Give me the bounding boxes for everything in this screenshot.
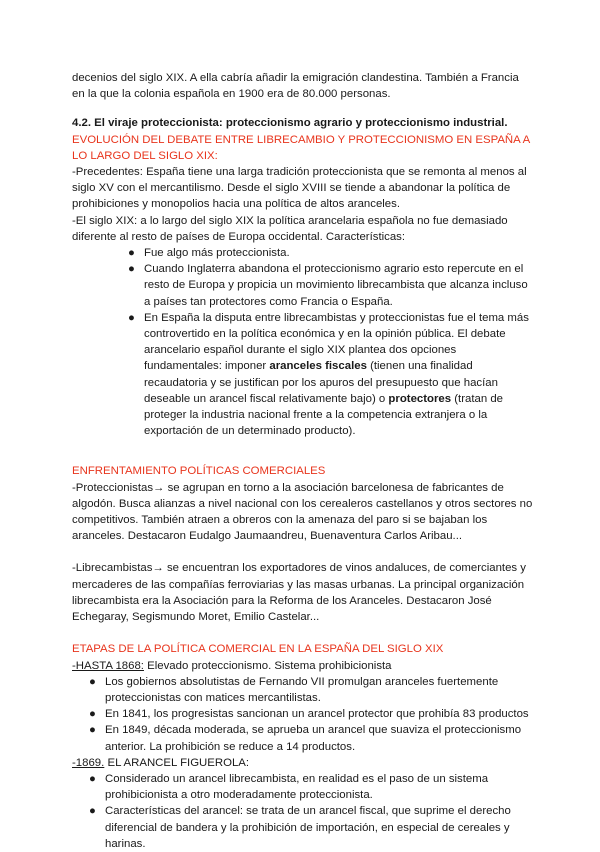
items-1868-list [87,674,534,755]
siglo-xix-paragraph: -El siglo XIX: a lo largo del siglo XIX la política arancelaria española no fue demasiado diferente al resto de países de Europa occidental. Características: [72,214,508,243]
list-item: ● Características del arancel: se trata de un arancel fiscal, que suprime el derecho diferencial de bandera y la prohibición de importación, en especial de cereales y harinas. [89,805,511,850]
bullet-icon: ● [89,708,96,721]
page-content [72,70,534,852]
list-item: ● Cuando Inglaterra abandona el proteccionismo agrario esto repercute en el resto de Europa y propicia un movimiento librecambista que alcanza incluso a países tan protectores como Francia o España. [128,263,528,308]
items-1869-list [87,771,534,852]
y1869-label: -1869. [72,756,105,769]
precedentes-paragraph: -Precedentes: España tiene una larga tradición proteccionista que se remonta al menos al siglo XV con el mercantilismo. Desde el siglo XVIII se tiende a abandonar la política de prohibiciones y monopolios hacia una política de altos aranceles. [72,166,527,211]
heading-etapas: ETAPAS DE LA POLÍTICA COMERCIAL EN LA ESPAÑA DEL SIGLO XIX [72,643,444,656]
section-heading-4-2: 4.2. El viraje proteccionista: proteccionismo agrario y proteccionismo industrial. [72,117,508,130]
list-item: ● En 1841, los progresistas sancionan un arancel protector que prohibía 83 productos [87,706,534,722]
heading-enfrentamiento: ENFRENTAMIENTO POLÍTICAS COMERCIALES [72,465,326,478]
proteccionistas-paragraph: -Proteccionistas→ se agrupan en torno a la asociación barcelonesa de fabricantes de algodón. Busca alianzas a nivel nacional con los cerealeros castellanos y otros sectores no competitivos. También atraen a obreros con la amenaza del paro si se bajaban los aranceles. Destacaron Eudalgo Jaumaandreu, Buenaventura Carlos Aribau... [72,481,533,543]
bullet-icon: ● [128,263,135,276]
list-item: ● Fue algo más proteccionista. [72,245,534,261]
subheading-evolucion: EVOLUCIÓN DEL DEBATE ENTRE LIBRECAMBIO Y PROTECCIONISMO EN ESPAÑA A LO LARGO DEL SIGLO XIX: [72,133,530,162]
hasta-1868-line: -HASTA 1868: Elevado proteccionismo. Sistema prohibicionista [72,659,392,672]
bullet-icon: ● [128,247,135,260]
bold-term-protectores: protectores [388,392,452,405]
list-item: ● En 1849, década moderada, se aprueba un arancel que suaviza el proteccionismo anterior. La prohibición se reduce a 14 productos. [89,724,522,753]
librecambistas-paragraph: -Librecambistas→ se encuentran los exportadores de vinos andaluces, de comerciantes y mercaderes de las compañías ferroviarias y las masas urbanas. La principal organización librecambista era la Asociación para la Reforma de los Aranceles. Destacaron José Echegaray, Segismundo Moret, Emilio Castelar... [72,562,526,624]
bullet-icon: ● [89,724,96,737]
bold-term-aranceles-fiscales: aranceles fiscales [269,360,367,373]
list-item: ● En España la disputa entre librecambistas y proteccionistas fue el tema más controvertido en la política económica y en la opinión pública. El debate arancelario español durante el siglo XIX plantea dos opciones fundamentales: imponer aranceles fiscales (tienen una finalidad recaudatoria y se justifican por los apuros del presupuesto que hacían deseable un arancel fiscal relativamente bajo) o protectores (tratan de proteger la industria nacional frente a la competencia extranjera o la exportación de un determinado producto). [128,311,529,438]
intro-paragraph: decenios del siglo XIX. A ella cabría añadir la emigración clandestina. También a Francia en la que la colonia española en 1900 era de 80.000 personas. [72,72,519,101]
caracteristicas-list [72,245,534,439]
bullet-icon: ● [89,675,96,688]
y1869-line: -1869. EL ARANCEL FIGUEROLA: [72,756,250,769]
bullet-icon: ● [128,311,135,324]
bullet-icon: ● [89,805,96,818]
list-item: ● Los gobiernos absolutistas de Fernando VII promulgan aranceles fuertemente proteccionistas con matices mercantilistas. [89,675,499,704]
bullet-icon: ● [89,772,96,785]
hasta-1868-label: -HASTA 1868: [72,659,144,672]
list-item: ● Considerado un arancel librecambista, en realidad es el paso de un sistema prohibicionista a otro moderadamente proteccionista. [89,772,489,802]
